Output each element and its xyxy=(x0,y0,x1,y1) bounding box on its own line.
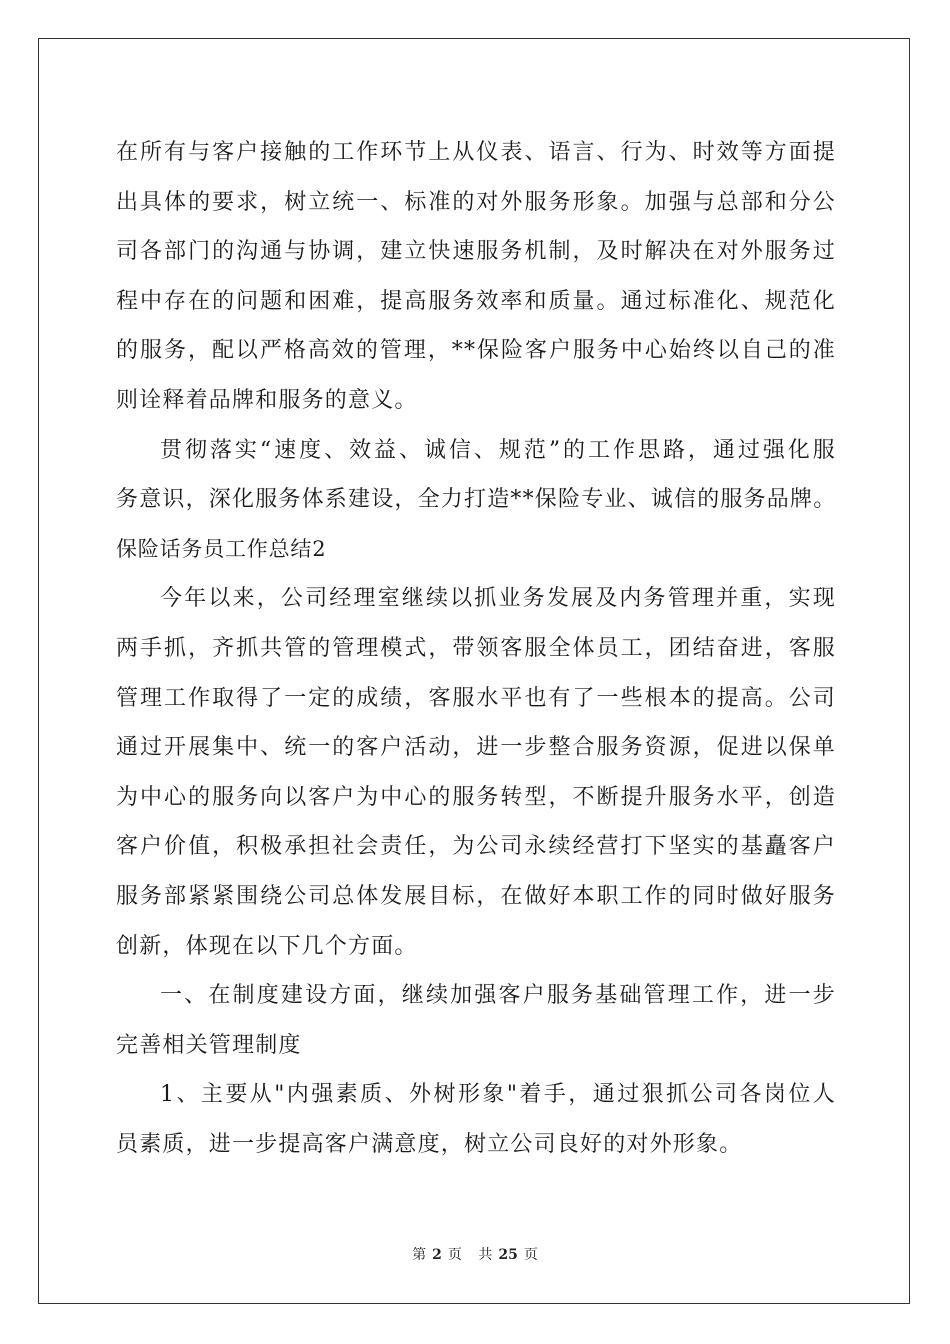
text-line: 则诠释着品牌和服务的意义。 xyxy=(116,387,418,413)
text-line: 司各部门的沟通与协调，建立快速服务机制，及时解决在对外服务过 xyxy=(116,239,836,265)
text-line: 完善相关管理制度 xyxy=(116,1032,302,1058)
text-line: 管理工作取得了一定的成绩，客服水平也有了一些根本的提高。公司 xyxy=(116,685,836,711)
section-heading: 保险话务员工作总结2 xyxy=(116,536,327,561)
page-indicator: 第 2 页 xyxy=(412,1247,462,1263)
text-line: 客户价值，积极承担社会责任，为公司永续经营打下坚实的基矗客户 xyxy=(116,834,836,860)
text-line: 服务部紧紧围绕公司总体发展目标，在做好本职工作的同时做好服务 xyxy=(116,883,836,909)
text-line: 在所有与客户接触的工作环节上从仪表、语言、行为、时效等方面提 xyxy=(116,140,836,165)
text-line: 为中心的服务向以客户为中心的服务转型，不断提升服务水平，创造 xyxy=(116,784,836,810)
text-line: 贯彻落实“速度、效益、诚信、规范”的工作思路，通过强化服 xyxy=(160,437,836,463)
text-line: 出具体的要求，树立统一、标准的对外服务形象。加强与总部和分公 xyxy=(116,189,836,215)
text-line: 1、主要从"内强素质、外树形象"着手，通过狠抓公司各岗位人 xyxy=(160,1082,836,1108)
page-footer xyxy=(0,1244,950,1264)
total-pages-indicator: 共 25 页 xyxy=(478,1247,538,1263)
page-number: 2 xyxy=(432,1247,442,1263)
text-line: 务意识，深化服务体系建设，全力打造**保险专业、诚信的服务品牌。 xyxy=(116,487,837,513)
total-pages: 25 xyxy=(498,1247,518,1263)
text-line: 一、在制度建设方面，继续加强客户服务基础管理工作，进一步 xyxy=(160,983,836,1009)
text-line: 两手抓，齐抓共管的管理模式，带领客服全体员工，团结奋进，客服 xyxy=(116,635,836,661)
text-line: 创新，体现在以下几个方面。 xyxy=(116,933,418,959)
text-line: 程中存在的问题和困难，提高服务效率和质量。通过标准化、规范化 xyxy=(116,288,836,314)
text-line: 今年以来，公司经理室继续以抓业务发展及内务管理并重，实现 xyxy=(160,586,836,612)
text-line: 员素质，进一步提高客户满意度，树立公司良好的对外形象。 xyxy=(116,1131,743,1157)
text-line: 通过开展集中、统一的客户活动，进一步整合服务资源，促进以保单 xyxy=(116,735,836,761)
text-line: 的服务，配以严格高效的管理，**保险客户服务中心始终以自己的准 xyxy=(116,338,836,364)
document-body xyxy=(116,128,836,1169)
